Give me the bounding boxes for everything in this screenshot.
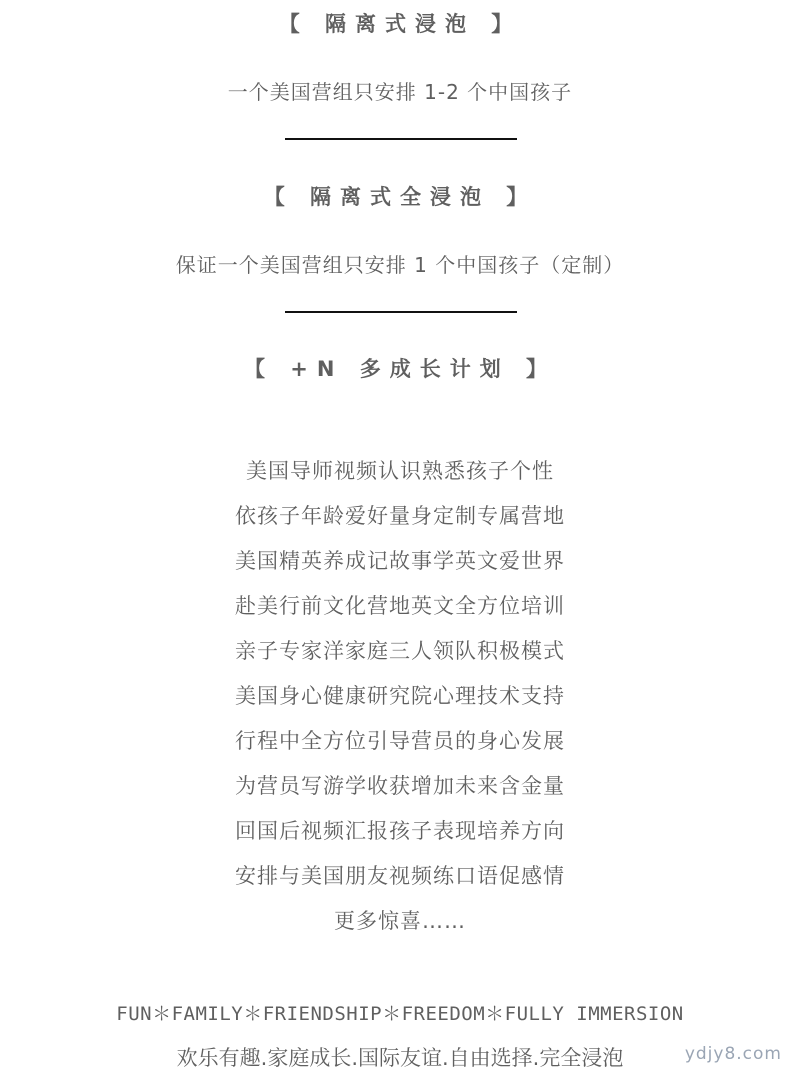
section-divider	[285, 138, 517, 140]
list-item: 亲子专家洋家庭三人领队积极模式	[235, 639, 565, 663]
list-item: 更多惊喜……	[334, 909, 466, 933]
slogan: FUN＊FAMILY＊FRIENDSHIP＊FREEDOM＊FULLY IMMERSION	[116, 1003, 684, 1025]
list-item: 回国后视频汇报孩子表现培养方向	[235, 819, 565, 843]
section-description-isolated-immersion: 一个美国营组只安排 1-2 个中国孩子	[227, 80, 573, 104]
list-item: 为营员写游学收获增加未来含金量	[235, 774, 565, 798]
section-heading-growth-plan: 【 +N 多成长计划 】	[243, 357, 557, 381]
watermark: ydjy8.com	[684, 1044, 782, 1064]
section-description-isolated-full-immersion: 保证一个美国营组只安排 1 个中国孩子（定制）	[175, 253, 625, 277]
list-item: 美国精英养成记故事学英文爱世界	[235, 549, 565, 573]
list-item: 美国导师视频认识熟悉孩子个性	[246, 459, 554, 483]
list-item: 行程中全方位引导营员的身心发展	[235, 729, 565, 753]
section-heading-isolated-full-immersion: 【 隔离式全浸泡 】	[263, 185, 537, 209]
tagline: 欢乐有趣.家庭成长.国际友谊.自由选择.完全浸泡	[176, 1046, 624, 1070]
list-item: 美国身心健康研究院心理技术支持	[235, 684, 565, 708]
list-item: 依孩子年龄爱好量身定制专属营地	[235, 504, 565, 528]
list-item: 安排与美国朋友视频练口语促感情	[235, 864, 565, 888]
section-divider	[285, 311, 517, 313]
growth-plan-list	[0, 455, 800, 950]
list-item: 赴美行前文化营地英文全方位培训	[235, 594, 565, 618]
section-heading-isolated-immersion: 【 隔离式浸泡 】	[278, 12, 522, 36]
